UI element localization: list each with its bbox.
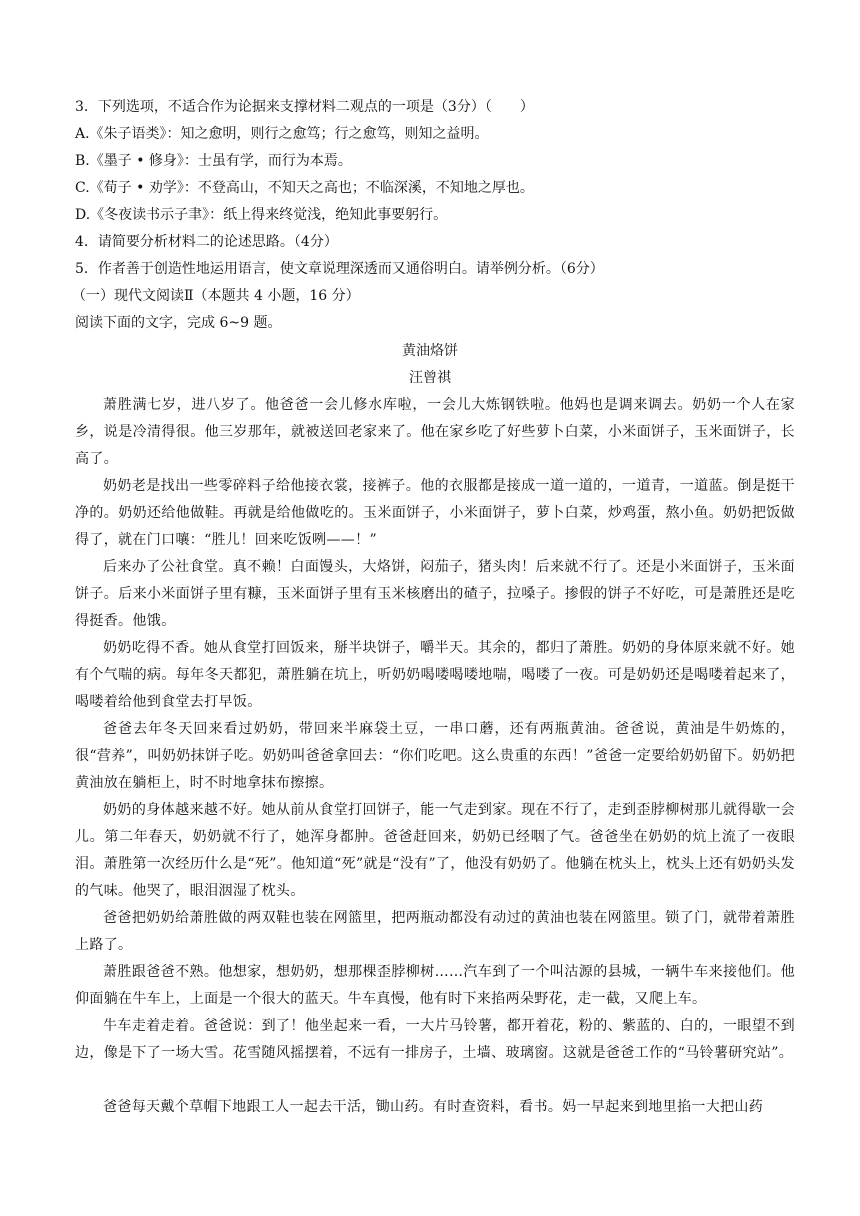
article-paragraph: 爸爸去年冬天回来看过奶奶，带回来半麻袋土豆，一串口蘑，还有两瓶黄油。爸爸说，黄油是牛奶炼的，很“营养”，叫奶奶抹饼子吃。奶奶叫爸爸拿回去：“你们吃吧。这么贵重的东西！”爸爸一定要给奶奶留下。奶奶把黄油放在躺柜上，时不时地拿抹布擦擦。 (75, 721, 795, 792)
article-author: 汪曾祺 (409, 370, 451, 386)
reading-instruction: 阅读下面的文字，完成 6~9 题。 (75, 315, 282, 331)
article-paragraph: 后来办了公社食堂。真不赖！白面馒头，大烙饼，闷茄子，猪头肉！后来就不行了。还是小米面饼子，玉米面饼子。后来小米面饼子里有糠，玉米面饼子里有玉米核磨出的碴子，拉嗓子。掺假的饼子不好吃，可是萧胜还是吃得挺香。他饿。 (75, 559, 795, 630)
article-paragraph: 牛车走着走着。爸爸说：到了！他坐起来一看，一大片马铃薯，都开着花，粉的、紫蓝的、白的，一眼望不到边，像是下了一场大雪。花雪随风摇摆着，不远有一排房子，土墙、玻璃窗。这就是爸爸工作的“马铃薯研究站”。 (75, 1018, 795, 1062)
question-4: 4．请简要分析材料二的论述思路。（4分） (75, 234, 338, 250)
article-paragraph: 奶奶的身体越来越不好。她从前从食堂打回饼子，能一气走到家。现在不行了，走到歪脖柳树那儿就得歇一会儿。第二年春天，奶奶就不行了，她浑身都肿。爸爸赶回来，奶奶已经咽了气。爸爸坐在奶奶的炕上流了一夜眼泪。萧胜第一次经历什么是“死”。他知道“死”就是“没有”了，他没有奶奶了。他躺在枕头上，枕头上还有奶奶头发的气味。他哭了，眼泪洇湿了枕头。 (75, 802, 795, 900)
article-paragraph: 爸爸把奶奶给萧胜做的两双鞋也装在网篮里，把两瓶动都没有动过的黄油也装在网篮里。锁了门，就带着萧胜上路了。 (75, 910, 795, 954)
article-title: 黄油烙饼 (402, 343, 458, 359)
option-b: B.《墨子 • 修身》：士虽有学，而行为本焉。 (75, 153, 352, 169)
option-a: A.《朱子语类》：知之愈明，则行之愈笃；行之愈笃，则知之益明。 (75, 126, 489, 142)
article-paragraph: 奶奶吃得不香。她从食堂打回饭来，掰半块饼子，嚼半天。其余的，都归了萧胜。奶奶的身体原来就不好。她有个气喘的病。每年冬天都犯，萧胜躺在坑上，听奶奶喝喽喝喽地喘，喝喽了一夜。可是奶奶还是喝喽着起来了，喝喽着给他到食堂去打早饭。 (75, 640, 795, 711)
article-paragraph: 萧胜满七岁，进八岁了。他爸爸一会儿修水库啦，一会儿大炼钢铁啦。他妈也是调来调去。奶奶一个人在家乡，说是冷清得很。他三岁那年，就被送回老家来了。他在家乡吃了好些萝卜白菜，小米面饼子，玉米面饼子，长高了。 (75, 397, 795, 468)
question-3: 3．下列选项，不适合作为论据来支撑材料二观点的一项是（3分）（ ） (75, 99, 534, 115)
question-5: 5．作者善于创造性地运用语言，使文章说理深透而又通俗明白。请举例分析。（6分） (75, 261, 604, 277)
option-c: C.《荀子 • 劝学》：不登高山，不知天之高也；不临深溪，不知地之厚也。 (75, 180, 534, 196)
section-heading: （一）现代文阅读Ⅱ（本题共 4 小题，16 分） (72, 288, 360, 304)
article-paragraph: 萧胜跟爸爸不熟。他想家，想奶奶，想那棵歪脖柳树……汽车到了一个叫沽源的县城，一辆牛车来接他们。他仰面躺在牛车上，上面是一个很大的蓝天。牛车真慢，他有时下来掐两朵野花，走一截，又爬上车。 (75, 964, 795, 1008)
article-paragraph: 奶奶老是找出一些零碎料子给他接衣裳，接裤子。他的衣服都是接成一道一道的，一道青，一道蓝。倒是挺干净的。奶奶还给他做鞋。再就是给他做吃的。玉米面饼子，小米面饼子，萝卜白菜，炒鸡蛋，熬小鱼。奶奶把饭做得了，就在门口嚷：“胜儿！回来吃饭咧——！” (75, 478, 795, 549)
option-d: D.《冬夜读书示子聿》：纸上得来终觉浅，绝知此事要躬行。 (75, 207, 448, 223)
article-paragraph: 爸爸每天戴个草帽下地跟工人一起去干活，锄山药。有时查资料，看书。妈一早起来到地里掐一大把山药 (103, 1099, 764, 1115)
